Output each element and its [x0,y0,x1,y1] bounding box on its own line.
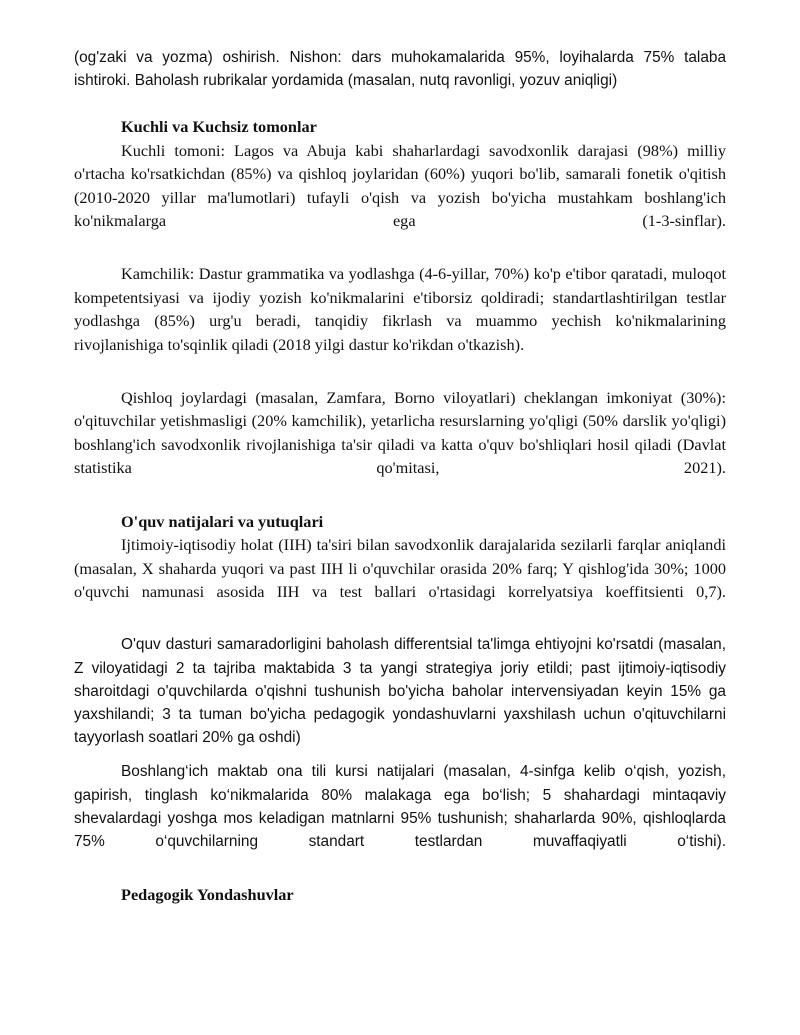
section-heading-outcomes: O'quv natijalari va yutuqlari [121,511,324,531]
paragraph-curriculum-evaluation: O'quv dasturi samaradorligini baholash differentsial ta'limga ehtiyojni ko'rsatdi (masalan, Z viloyatidagi 2 ta tajriba maktabida 3 ta yangi strategiya joriy etildi; past ijtimoiy-iqtisodiy sharoitdagi o'quvchilarda o'qishni tushunish bo'yicha baholar intervensiyadan keyin 15% ga yaxshilandi; 3 ta tuman bo'yicha pedagogik yondashuvlarni yaxshilash uchun o'qituvchilarni tayyorlash soatlari 20% ga oshdi) [74,636,726,747]
paragraph-ses-impact: Ijtimoiy-iqtisodiy holat (IIH) ta'siri bilan savodxonlik darajalarida sezilarli farqlar aniqlandi (masalan, X shaharda yuqori va past IIH li o'quvchilar orasida 20% farq; Y qishlog'ida 30%; 1000 o'quvchi namunasi asosida IIH va test ballari o'rtasidagi korrelyatsiya koeffitsienti 0,7). [74,535,726,601]
intro-line-2: ishtiroki. Baholash rubrikalar yordamida (masalan, nutq ravonligi, yozuv aniqligi) [74,72,618,90]
section-heading-strengths: Kuchli va Kuchsiz tomonlar [121,117,317,137]
section-heading-pedagogy: Pedagogik Yondashuvlar [121,885,294,905]
paragraph-course-results: Boshlang‘ich maktab ona tili kursi natijalari (masalan, 4-sinfga kelib o‘qish, yozish, gapirish, tinglash ko‘nikmalarida 80% malakaga ega bo‘lish; 5 shahardagi mintaqaviy shevalardagi yoshga mos keladigan matnlarni 95% tushunish; shaharlarda 90%, qishloqlarda 75% o‘quvchilarning standart testlardan muvaffaqiyatli o‘tishi). [74,763,726,850]
document-page [74,46,726,907]
paragraph-rural-access: Qishloq joylardagi (masalan, Zamfara, Borno viloyatlari) cheklangan imkoniyat (30%): o'qituvchilar yetishmasligi (20% kamchilik), yetarlicha resurslarning yo'qligi (50% darslik yo'qligi) boshlang'ich savodxonlik rivojlanishiga ta'sir qiladi va katta o'quv bo'shliqlari hosil qiladi (Davlat statistika qo'mitasi, 2021). [74,388,726,478]
intro-line-1: (og'zaki va yozma) oshirish. Nishon: dars muhokamalarida 95%, loyihalarda 75% talaba [74,49,726,66]
paragraph-strength: Kuchli tomoni: Lagos va Abuja kabi shaharlardagi savodxonlik darajasi (98%) milliy o'rtacha ko'rsatkichdan (85%) va qishloq joylaridan (60%) yuqori bo'lib, samarali fonetik o'qitish (2010-2020 yillar ma'lumotlari) tufayli o'qish va yozish bo'yicha mustahkam boshlang'ich ko'nikmalarga ega (1-3-sinflar). [74,140,726,231]
paragraph-weakness: Kamchilik: Dastur grammatika va yodlashga (4-6-yillar, 70%) ko'p e'tibor qaratadi, muloqot kompetentsiyasi va ijodiy yozish ko'nikmalarini e'tiborsiz qoldiradi; standartlashtirilgan testlar yodlashga (85%) urg'u beradi, tanqidiy fikrlash va muammo yechish ko'nikmalarining rivojlanishiga to'sqinlik qiladi (2018 yilgi dastur ko'rikdan o'tkazish). [74,264,726,354]
